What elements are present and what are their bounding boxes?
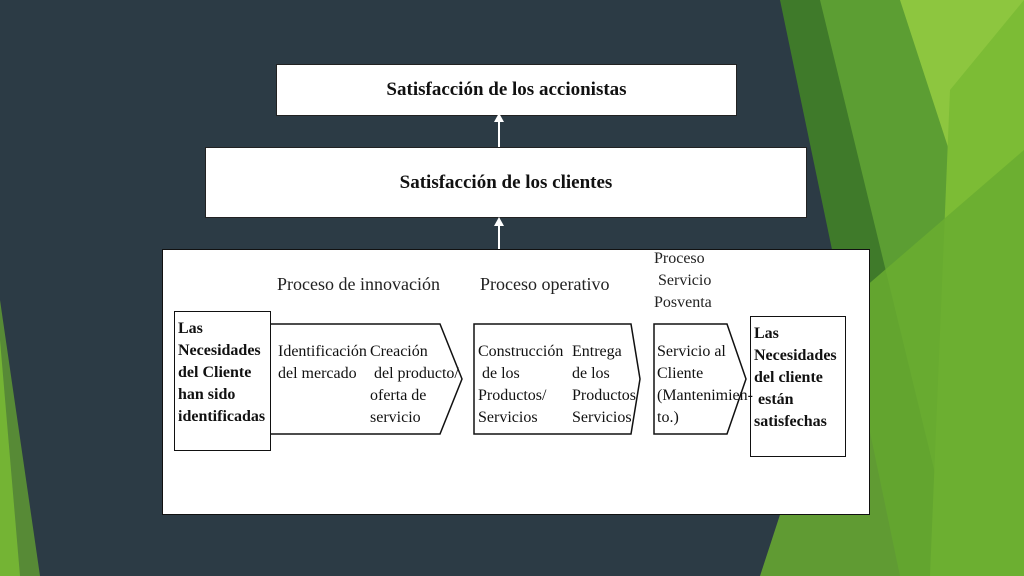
step-delivery: Entrega de los Productos Servicios [572,343,636,426]
postsale-process-header: Proceso Servicio Posventa [654,250,712,311]
step-customer-service: Servicio al Cliente (Mantenimien- to.) [657,343,753,426]
innovation-process-header: Proceso de innovación [277,274,440,294]
shareholder-satisfaction-label: Satisfacción de los accionistas [386,79,627,100]
needs-satisfied-box: Las Necesidades del cliente están satisfechas [750,316,846,457]
arrowhead-customers [494,217,504,226]
customer-satisfaction-label: Satisfacción de los clientes [399,171,613,193]
step-market-identification: Identificación del mercado [278,343,367,382]
arrowhead-shareholders [494,113,504,122]
operative-process-header: Proceso operativo [480,274,610,294]
step-construction: Construcción de los Productos/ Servicios [478,343,564,426]
step-product-creation: Creación del producto/ oferta de servicio [370,343,459,426]
needs-identified-box: Las Necesidades del Cliente han sido identificadas [174,311,271,451]
